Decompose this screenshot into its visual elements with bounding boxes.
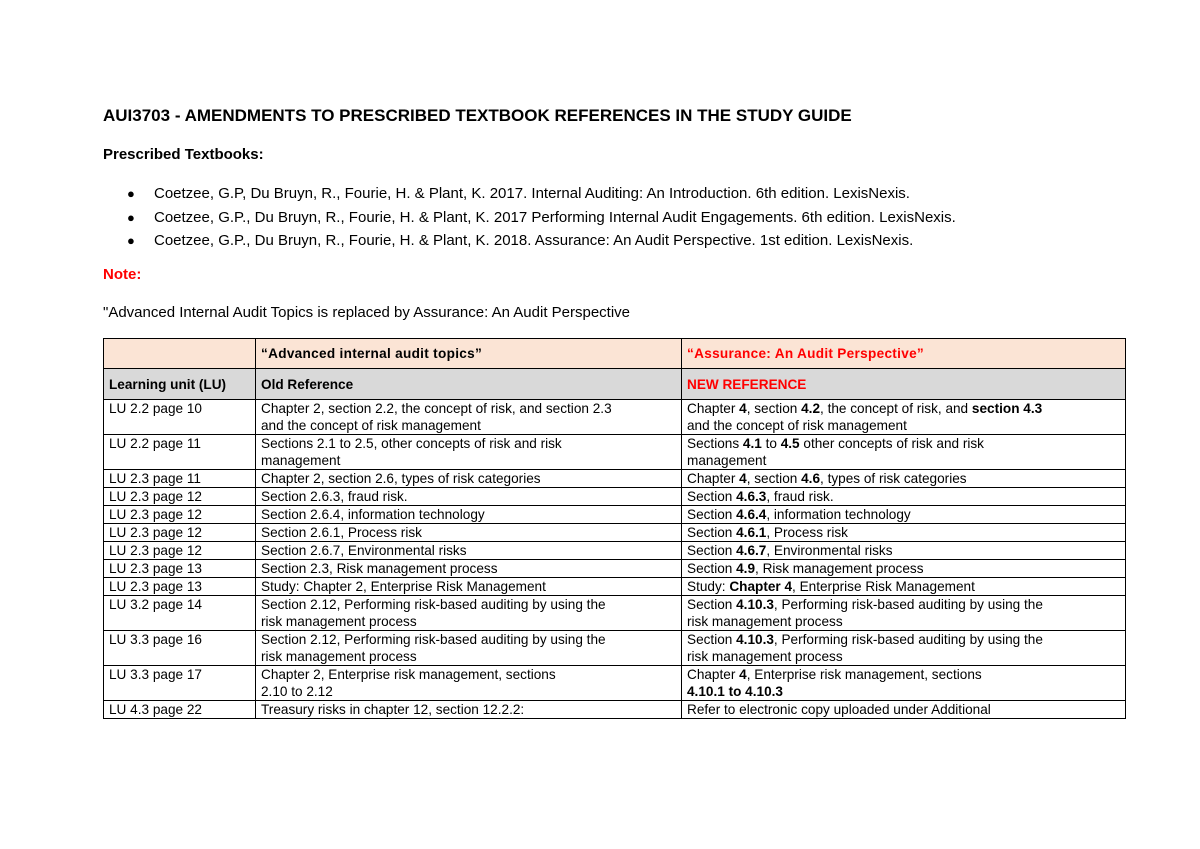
new-reference-segment: 4.1: [742, 436, 762, 451]
old-reference-line: 2.10 to 2.12: [261, 684, 333, 699]
new-reference-segment: Section: [687, 489, 737, 504]
table-row: [104, 631, 1126, 666]
learning-unit-cell: LU 3.2 page 14: [104, 596, 256, 631]
learning-unit-cell: LU 2.2 page 11: [104, 435, 256, 470]
new-reference-segment: Refer to electronic copy uploaded under Additional: [687, 702, 991, 717]
new-reference-cell: [682, 596, 1126, 631]
old-reference-cell: [256, 701, 682, 719]
new-reference-line: [687, 488, 1120, 505]
new-reference-segment: Chapter: [687, 401, 740, 416]
old-reference-line: Section 2.6.7, Environmental risks: [261, 543, 467, 558]
new-reference-cell: [682, 488, 1126, 506]
new-reference-cell: [682, 560, 1126, 578]
table-row: [104, 506, 1126, 524]
new-reference-line: [687, 701, 1120, 718]
new-reference-segment: section 4.3: [971, 401, 1043, 416]
new-reference-segment: Chapter: [687, 667, 740, 682]
old-reference-line: and the concept of risk management: [261, 418, 481, 433]
new-reference-cell: [682, 631, 1126, 666]
new-reference-line: [687, 596, 1120, 613]
note-text: "Advanced Internal Audit Topics is replaced by Assurance: An Audit Perspective: [103, 304, 631, 321]
new-reference-segment: Sections: [687, 436, 743, 451]
references-table-body: [104, 339, 1126, 719]
table-row: [104, 488, 1126, 506]
header-learning-unit: Learning unit (LU): [104, 369, 256, 400]
bullet-icon: ●: [127, 209, 135, 225]
new-reference-segment: 4: [739, 667, 747, 682]
old-reference-cell: [256, 631, 682, 666]
new-reference-segment: , Risk management process: [755, 561, 924, 576]
old-reference-line: risk management process: [261, 614, 417, 629]
table-row: [104, 542, 1126, 560]
new-reference-line: [687, 631, 1120, 648]
textbook-list: [125, 182, 956, 253]
new-reference-segment: to: [761, 436, 781, 451]
table-row: [104, 596, 1126, 631]
new-reference-segment: Section: [687, 543, 737, 558]
new-reference-segment: 4.6: [801, 471, 821, 486]
old-reference-line: risk management process: [261, 649, 417, 664]
table-row: [104, 666, 1126, 701]
learning-unit-cell: LU 2.3 page 11: [104, 470, 256, 488]
old-reference-cell: [256, 488, 682, 506]
learning-unit-cell: LU 2.3 page 12: [104, 488, 256, 506]
old-reference-cell: [256, 524, 682, 542]
new-reference-line: [687, 560, 1120, 577]
new-reference-segment: , information technology: [766, 507, 911, 522]
old-reference-line: Study: Chapter 2, Enterprise Risk Management: [261, 579, 546, 594]
new-reference-line: [687, 578, 1120, 595]
new-reference-segment: 4.10.3: [736, 632, 774, 647]
table-row: [104, 578, 1126, 596]
new-reference-segment: Section: [687, 632, 737, 647]
note-label: Note:: [103, 266, 142, 283]
new-reference-segment: 4.2: [801, 401, 821, 416]
new-reference-segment: 4.6.4: [736, 507, 767, 522]
table-row: [104, 560, 1126, 578]
old-reference-cell: [256, 560, 682, 578]
table-row: [104, 524, 1126, 542]
old-reference-line: Section 2.12, Performing risk-based auditing by using the: [261, 597, 606, 612]
learning-unit-cell: LU 2.3 page 13: [104, 560, 256, 578]
old-reference-line: Chapter 2, Enterprise risk management, sections: [261, 667, 556, 682]
new-reference-line: [687, 417, 1120, 434]
new-reference-segment: risk management process: [687, 649, 843, 664]
textbook-item: ● Coetzee, G.P., Du Bruyn, R., Fourie, H. & Plant, K. 2017 Performing Internal Audit Engagements. 6th edition. LexisNexis.: [125, 206, 956, 230]
new-reference-segment: other concepts of risk and risk: [799, 436, 984, 451]
new-reference-segment: 4.6.7: [736, 543, 767, 558]
new-reference-line: [687, 435, 1120, 452]
new-reference-line: [687, 648, 1120, 665]
new-reference-segment: , Enterprise risk management, sections: [746, 667, 982, 682]
new-reference-line: [687, 666, 1120, 683]
new-reference-segment: Study:: [687, 579, 730, 594]
new-reference-cell: [682, 470, 1126, 488]
bullet-icon: ●: [127, 233, 135, 248]
new-reference-line: [687, 524, 1120, 541]
learning-unit-cell: LU 3.3 page 17: [104, 666, 256, 701]
new-reference-segment: 4.10.3: [736, 597, 774, 612]
new-reference-segment: , Environmental risks: [766, 543, 893, 558]
new-reference-segment: , section: [746, 401, 802, 416]
learning-unit-cell: LU 2.3 page 13: [104, 578, 256, 596]
old-reference-line: Section 2.6.3, fraud risk.: [261, 489, 408, 504]
table-header-columns: [104, 369, 1126, 400]
new-reference-cell: [682, 578, 1126, 596]
old-reference-line: Section 2.12, Performing risk-based auditing by using the: [261, 632, 606, 647]
new-reference-cell: [682, 506, 1126, 524]
table-row: [104, 470, 1126, 488]
new-reference-line: [687, 542, 1120, 559]
new-reference-segment: , section: [746, 471, 802, 486]
old-reference-cell: [256, 400, 682, 435]
old-reference-line: Chapter 2, section 2.6, types of risk categories: [261, 471, 541, 486]
new-reference-segment: 4: [739, 471, 747, 486]
bullet-icon: ●: [127, 186, 135, 201]
learning-unit-cell: LU 3.3 page 16: [104, 631, 256, 666]
new-reference-segment: risk management process: [687, 614, 843, 629]
learning-unit-cell: LU 2.2 page 10: [104, 400, 256, 435]
header-new-reference: NEW REFERENCE: [682, 369, 1126, 400]
learning-unit-cell: LU 4.3 page 22: [104, 701, 256, 719]
textbook-item: ● Coetzee, G.P, Du Bruyn, R., Fourie, H. & Plant, K. 2017. Internal Auditing: An Introduction. 6th edition. LexisNexis.: [125, 182, 956, 206]
learning-unit-cell: LU 2.3 page 12: [104, 542, 256, 560]
new-reference-segment: management: [687, 453, 767, 468]
textbook-item: ● Coetzee, G.P., Du Bruyn, R., Fourie, H. & Plant, K. 2018. Assurance: An Audit Perspective. 1st edition. LexisNexis.: [125, 229, 956, 253]
new-reference-segment: , types of risk categories: [820, 471, 967, 486]
old-reference-cell: [256, 578, 682, 596]
new-reference-segment: Chapter 4: [729, 579, 793, 594]
old-reference-line: Sections 2.1 to 2.5, other concepts of risk and risk: [261, 436, 562, 451]
new-reference-cell: [682, 666, 1126, 701]
prescribed-textbooks-heading: Prescribed Textbooks:: [103, 146, 264, 163]
header-blank-cell: [104, 339, 256, 369]
new-reference-segment: , Process risk: [766, 525, 848, 540]
new-reference-line: [687, 400, 1120, 417]
new-reference-segment: , fraud risk.: [766, 489, 834, 504]
new-reference-line: [687, 506, 1120, 523]
new-reference-segment: , the concept of risk, and: [820, 401, 972, 416]
old-reference-line: Chapter 2, section 2.2, the concept of risk, and section 2.3: [261, 401, 612, 416]
table-header-books: [104, 339, 1126, 369]
new-reference-cell: [682, 400, 1126, 435]
old-reference-line: Section 2.6.4, information technology: [261, 507, 485, 522]
new-reference-segment: 4.6.3: [736, 489, 767, 504]
new-reference-line: [687, 452, 1120, 469]
learning-unit-cell: LU 2.3 page 12: [104, 524, 256, 542]
references-table: [103, 338, 1126, 719]
table-row: [104, 400, 1126, 435]
new-reference-segment: Section: [687, 597, 737, 612]
new-reference-segment: , Performing risk-based auditing by using the: [773, 632, 1043, 647]
old-reference-line: Section 2.6.1, Process risk: [261, 525, 422, 540]
old-reference-cell: [256, 542, 682, 560]
new-reference-cell: [682, 435, 1126, 470]
new-reference-line: [687, 683, 1120, 700]
old-reference-cell: [256, 596, 682, 631]
old-reference-cell: [256, 666, 682, 701]
old-reference-line: management: [261, 453, 341, 468]
new-reference-segment: 4.6.1: [736, 525, 767, 540]
new-reference-line: [687, 470, 1120, 487]
new-reference-segment: 4.9: [736, 561, 756, 576]
new-reference-segment: and the concept of risk management: [687, 418, 907, 433]
document-title: AUI3703 - AMENDMENTS TO PRESCRIBED TEXTBOOK REFERENCES IN THE STUDY GUIDE: [103, 106, 852, 125]
old-reference-line: Treasury risks in chapter 12, section 12.2.2:: [261, 702, 525, 717]
header-old-reference: Old Reference: [256, 369, 682, 400]
new-reference-segment: Section: [687, 561, 737, 576]
old-reference-cell: [256, 435, 682, 470]
new-reference-segment: , Performing risk-based auditing by using the: [773, 597, 1043, 612]
new-reference-cell: [682, 542, 1126, 560]
new-reference-segment: 4: [739, 401, 747, 416]
new-reference-segment: Section: [687, 507, 737, 522]
new-reference-cell: [682, 701, 1126, 719]
learning-unit-cell: LU 2.3 page 12: [104, 506, 256, 524]
new-reference-segment: , Enterprise Risk Management: [792, 579, 975, 594]
header-new-book: “Assurance: An Audit Perspective”: [682, 339, 1126, 369]
table-row: [104, 701, 1126, 719]
new-reference-segment: Chapter: [687, 471, 740, 486]
new-reference-line: [687, 613, 1120, 630]
new-reference-segment: Section: [687, 525, 737, 540]
old-reference-cell: [256, 470, 682, 488]
old-reference-cell: [256, 506, 682, 524]
new-reference-segment: 4.10.1 to 4.10.3: [687, 684, 783, 699]
table-row: [104, 435, 1126, 470]
header-old-book: “Advanced internal audit topics”: [256, 339, 682, 369]
new-reference-cell: [682, 524, 1126, 542]
old-reference-line: Section 2.3, Risk management process: [261, 561, 498, 576]
new-reference-segment: 4.5: [780, 436, 800, 451]
